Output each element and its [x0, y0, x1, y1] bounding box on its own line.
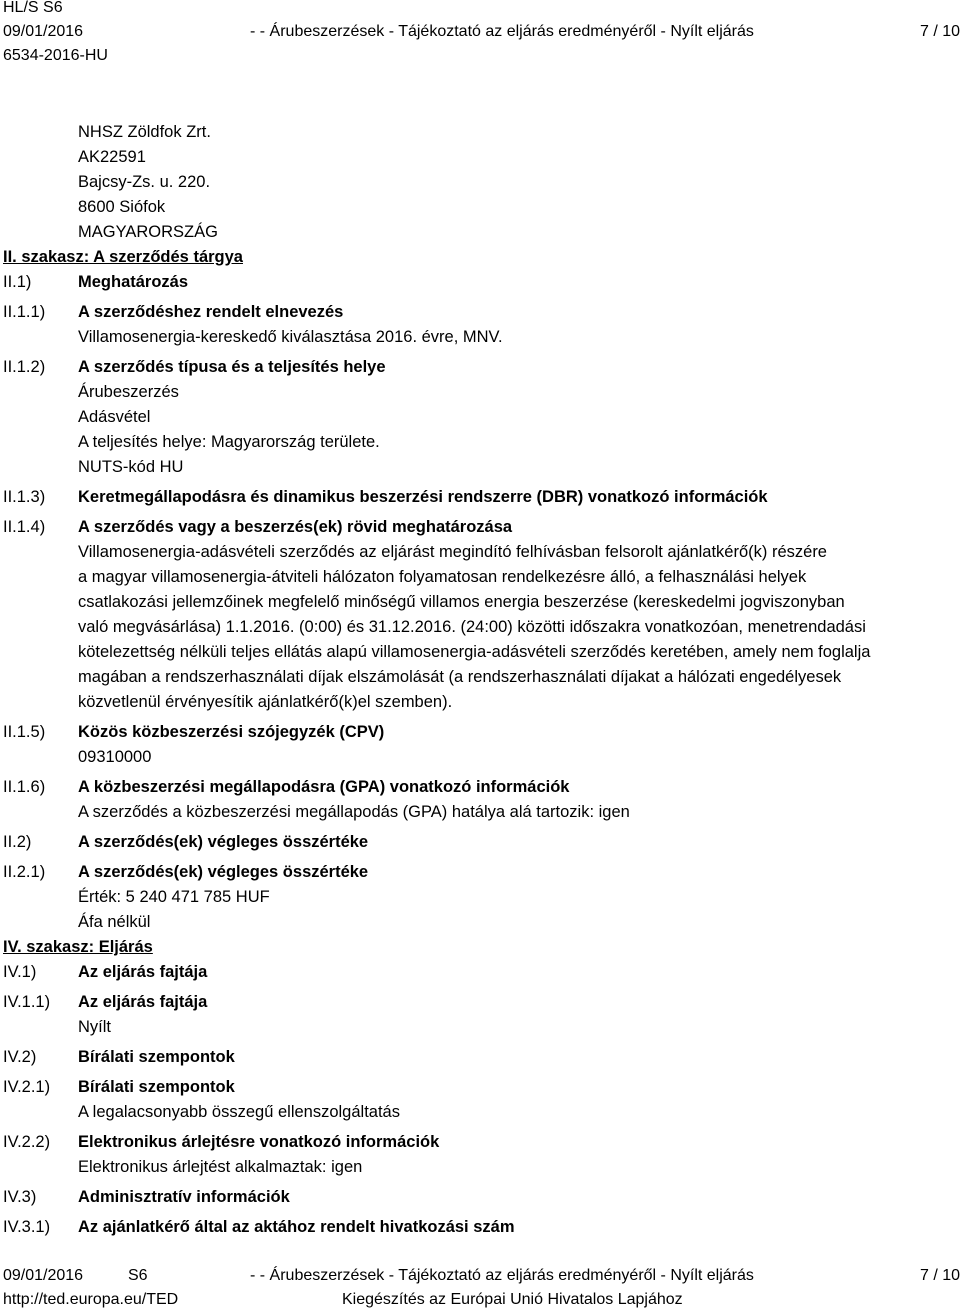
- section-line: A teljesítés helye: Magyarország területe.: [78, 433, 380, 451]
- section-title: Közös közbeszerzési szójegyzék (CPV): [78, 723, 385, 741]
- section-title: Meghatározás: [78, 273, 189, 291]
- section-title: A közbeszerzési megállapodásra (GPA) vonatkozó információk: [78, 778, 570, 796]
- section-value: Elektronikus árlejtést alkalmaztak: igen: [78, 1158, 363, 1176]
- section-II-1: [0, 270, 960, 295]
- section-line: Adásvétel: [78, 408, 151, 426]
- header-date: 09/01/2016: [3, 23, 84, 40]
- section-IV-2-1: [0, 1075, 960, 1125]
- section-II-1-2: [0, 355, 960, 480]
- section-2-heading: II. szakasz: A szerződés tárgya: [3, 248, 243, 266]
- section-II-2-1: [0, 860, 960, 935]
- section-title: A szerződés(ek) végleges összértéke: [78, 833, 369, 851]
- footer-series: S6: [128, 1267, 148, 1284]
- section-number: II.2.1): [3, 863, 46, 881]
- header-document-id: 6534-2016-HU: [3, 47, 108, 64]
- header-title: - - Árubeszerzések - Tájékoztató az eljárás eredményéről - Nyílt eljárás: [250, 23, 754, 40]
- section-value: Villamosenergia-kereskedő kiválasztása 2016. évre, MNV.: [78, 328, 503, 346]
- header-page-number: 7 / 10: [919, 23, 960, 40]
- footer-date: 09/01/2016: [3, 1267, 84, 1284]
- section-number: II.1.3): [3, 488, 46, 506]
- description-line: közvetlenül érvényesítik ajánlatkérő(k)el szemben).: [78, 693, 453, 711]
- section-number: II.1.2): [3, 358, 46, 376]
- description-line: való megvásárlása) 1.1.2016. (0:00) és 31.12.2016. (24:00) közötti időszakra vonatkozóan, menetrendadási: [78, 618, 866, 636]
- section-IV-3: [0, 1185, 960, 1210]
- address-line: MAGYARORSZÁG: [78, 223, 218, 241]
- section-II-1-1: [0, 300, 960, 350]
- section-4-heading: IV. szakasz: Eljárás: [3, 938, 153, 956]
- section-number: IV.1): [3, 963, 37, 981]
- section-II-1-4: [0, 515, 960, 715]
- section-line: NUTS-kód HU: [78, 458, 184, 476]
- section-number: II.1.1): [3, 303, 46, 321]
- section-II-1-3: [0, 485, 960, 510]
- address-line: Bajcsy-Zs. u. 220.: [78, 173, 211, 191]
- section-number: IV.2.1): [3, 1078, 51, 1096]
- section-number: IV.2.2): [3, 1133, 51, 1151]
- section-value: Nyílt: [78, 1018, 111, 1036]
- section-number: II.1.5): [3, 723, 46, 741]
- section-title: Az eljárás fajtája: [78, 963, 208, 981]
- description-line: Villamosenergia-adásvételi szerződés az eljárást megindító felhívásban felsorolt ajánlatkérő(k) részére: [78, 543, 827, 561]
- address-block: [0, 120, 960, 245]
- address-line: 8600 Siófok: [78, 198, 166, 216]
- section-line: Árubeszerzés: [78, 383, 179, 401]
- section-title: Az ajánlatkérő által az aktához rendelt hivatkozási szám: [78, 1218, 515, 1236]
- document-body: [0, 120, 960, 1240]
- section-title: A szerződés típusa és a teljesítés helye: [78, 358, 386, 376]
- section-line: Áfa nélkül: [78, 913, 151, 931]
- footer-page-number: 7 / 10: [919, 1267, 960, 1284]
- description-line: csatlakozási jellemzőinek megfelelő minőségű villamos energia beszerzése (kereskedelmi jogviszonyban: [78, 593, 845, 611]
- section-IV-1: [0, 960, 960, 985]
- address-line: NHSZ Zöldfok Zrt.: [78, 123, 211, 141]
- address-line: AK22591: [78, 148, 146, 166]
- section-value: 09310000: [78, 748, 152, 766]
- section-IV-2: [0, 1045, 960, 1070]
- description-line: a magyar villamosenergia-átviteli hálózaton folyamatosan rendelkezésre álló, a felhasználási helyek: [78, 568, 807, 586]
- section-number: IV.1.1): [3, 993, 51, 1011]
- footer-subtitle: Kiegészítés az Európai Unió Hivatalos Lapjához: [342, 1291, 683, 1308]
- section-title: A szerződéshez rendelt elnevezés: [78, 303, 344, 321]
- section-value: A szerződés a közbeszerzési megállapodás (GPA) hatálya alá tartozik: igen: [78, 803, 630, 821]
- section-IV-3-1: [0, 1215, 960, 1240]
- description-line: magában a rendszerhasználati díjak elszámolását (a rendszerhasználati díjakat a hálózati engedélyesek: [78, 668, 842, 686]
- section-title: A szerződés vagy a beszerzés(ek) rövid meghatározása: [78, 518, 513, 536]
- section-title: Adminisztratív információk: [78, 1188, 290, 1206]
- section-number: II.2): [3, 833, 32, 851]
- section-II-2: [0, 830, 960, 855]
- section-II-1-6: [0, 775, 960, 825]
- section-title: Az eljárás fajtája: [78, 993, 208, 1011]
- section-number: II.1.6): [3, 778, 46, 796]
- section-title: Keretmegállapodásra és dinamikus beszerzési rendszerre (DBR) vonatkozó információk: [78, 488, 768, 506]
- section-number: II.1.4): [3, 518, 46, 536]
- footer-url-link[interactable]: http://ted.europa.eu/TED: [3, 1291, 179, 1308]
- section-II-1-5: [0, 720, 960, 770]
- section-number: II.1): [3, 273, 32, 291]
- header-code: HL/S S6: [3, 0, 63, 16]
- section-title: Bírálati szempontok: [78, 1078, 235, 1096]
- section-IV-2-2: [0, 1130, 960, 1180]
- section-number: IV.3.1): [3, 1218, 51, 1236]
- section-title: Bírálati szempontok: [78, 1048, 235, 1066]
- description-line: kötelezettség nélküli teljes ellátás alapú villamosenergia-adásvételi szerződés keretében, amely nem foglalja: [78, 643, 871, 661]
- section-IV-1-1: [0, 990, 960, 1040]
- section-value: A legalacsonyabb összegű ellenszolgáltatás: [78, 1103, 400, 1121]
- section-line: Érték: 5 240 471 785 HUF: [78, 888, 270, 906]
- section-number: IV.2): [3, 1048, 37, 1066]
- section-title: Elektronikus árlejtésre vonatkozó információk: [78, 1133, 440, 1151]
- section-number: IV.3): [3, 1188, 37, 1206]
- section-title: A szerződés(ek) végleges összértéke: [78, 863, 369, 881]
- footer-title: - - Árubeszerzések - Tájékoztató az eljárás eredményéről - Nyílt eljárás: [250, 1267, 754, 1284]
